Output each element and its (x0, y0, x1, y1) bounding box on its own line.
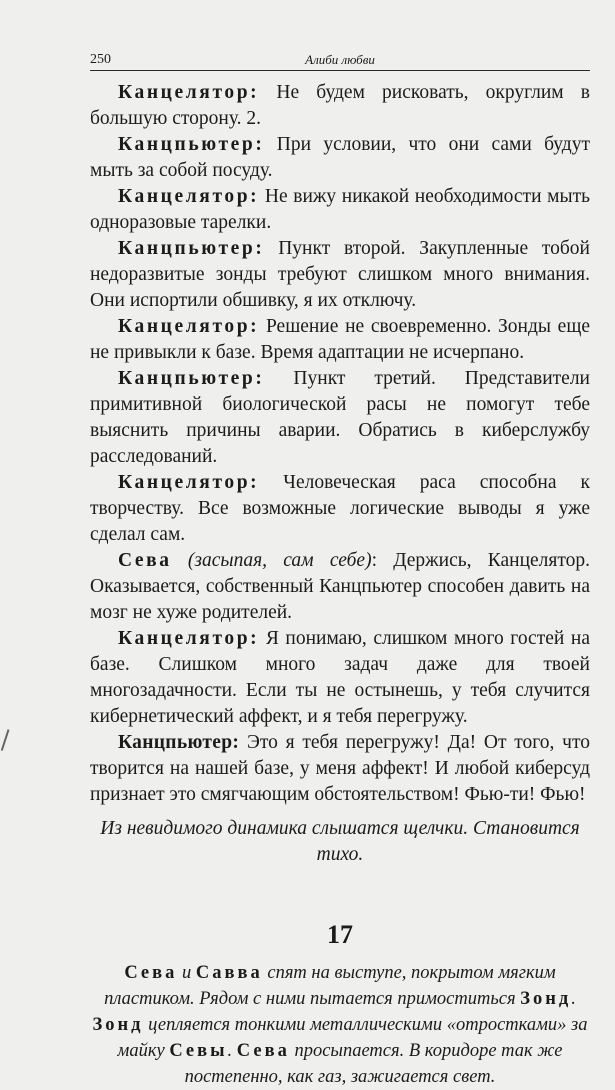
page-header (90, 52, 590, 71)
character-name: Зонд (520, 989, 572, 1009)
speaker-name: Канцпьютер: (118, 732, 240, 753)
dialogue-text: Это я тебя перегружу! Да! От того, что творится на нашей базе, у меня аффект! И любой киберсуд признает это смягчающим обстоятельством! Фью-ти! Фью! (90, 732, 590, 805)
dialogue-paragraph (90, 626, 590, 730)
dialogue-paragraph (90, 236, 590, 314)
character-name: Савва (195, 963, 263, 983)
dialogue-text: При условии, что они сами будут мыть за собой посуду. (90, 134, 590, 181)
speaker-name: Канцелятор: (118, 628, 260, 649)
dialogue-text: : Держись, Канцелятор. Оказывается, собственный Канцпьютер способен давить на мозг не хуже родителей. (90, 550, 591, 623)
desc-text: . (227, 1041, 237, 1061)
dialogue-text: Человеческая раса способна к творчеству. Все возможные логические выводы я уже сделал сам. (90, 472, 590, 545)
speaker-name: Канцпьютер: (118, 134, 265, 155)
page-body (90, 80, 590, 1090)
running-title: Алиби любви (305, 52, 375, 67)
dialogue-paragraph (90, 132, 590, 184)
speaker-name: Канцпьютер: (118, 368, 265, 389)
dialogue-paragraph (90, 730, 590, 808)
desc-text: . (571, 989, 576, 1009)
margin-pencil-mark (1, 729, 15, 752)
desc-text: и (177, 963, 196, 983)
character-name: Сева (236, 1041, 290, 1061)
speaker-name: Канцелятор: (118, 186, 260, 207)
dialogue-paragraph (90, 314, 590, 366)
scene-description (90, 960, 590, 1012)
page-number: 250 (90, 52, 111, 67)
character-name: Севы (169, 1041, 228, 1061)
dialogue-paragraph (90, 470, 590, 548)
desc-text: просыпается. В коридоре так же постепенно, как газ, зажигается свет. (184, 1041, 563, 1087)
dialogue-paragraph (90, 366, 590, 470)
character-name: Сева (124, 963, 178, 983)
dialogue-paragraph (90, 548, 590, 626)
speaker-name: Канцелятор: (118, 472, 260, 493)
stage-direction: (засыпая, сам себе) (171, 550, 372, 571)
dialogue-text: Пункт третий. Представители примитивной биологической расы не помогут тебе выяснить причины аварии. Обратись в киберслужбу расследований. (90, 368, 590, 467)
speaker-name: Канцпьютер: (118, 238, 265, 259)
dialogue-paragraph (90, 80, 590, 132)
chapter-number: 17 (327, 920, 353, 949)
scene-description (90, 1012, 590, 1090)
dialogue-text: Не вижу никакой необходимости мыть одноразовые тарелки. (90, 186, 590, 233)
speaker-name: Канцелятор: (118, 316, 260, 337)
dialogue-paragraph (90, 184, 590, 236)
dialogue-text: Не будем рисковать, округлим в большую сторону. 2. (90, 82, 590, 129)
character-name: Зонд (92, 1015, 144, 1035)
speaker-name: Сева (118, 550, 172, 571)
speaker-name: Канцелятор: (118, 82, 260, 103)
stage-note: Из невидимого динамика слышатся щелчки. Становится тихо. (100, 818, 580, 865)
dialogue-text: Пункт второй. Закупленные тобой недоразвитые зонды требуют слишком много внимания. Они испортили обшивку, я их отключу. (90, 238, 590, 311)
dialogue-text: Я понимаю, слишком много гостей на базе. Слишком много задач даже для твоей многозадачности. Если ты не остынешь, у тебя случится кибернетический аффект, и я тебя перегружу. (90, 628, 590, 727)
desc-text: цепляется тонкими металлическими «отростками» за майку (117, 1015, 588, 1061)
dialogue-text: Решение не своевременно. Зонды еще не привыкли к базе. Время адаптации не исчерпано. (90, 316, 590, 363)
desc-text: спят на выступе, покрытом мягким пластиком. Рядом с ними пытается примоститься (104, 963, 556, 1009)
